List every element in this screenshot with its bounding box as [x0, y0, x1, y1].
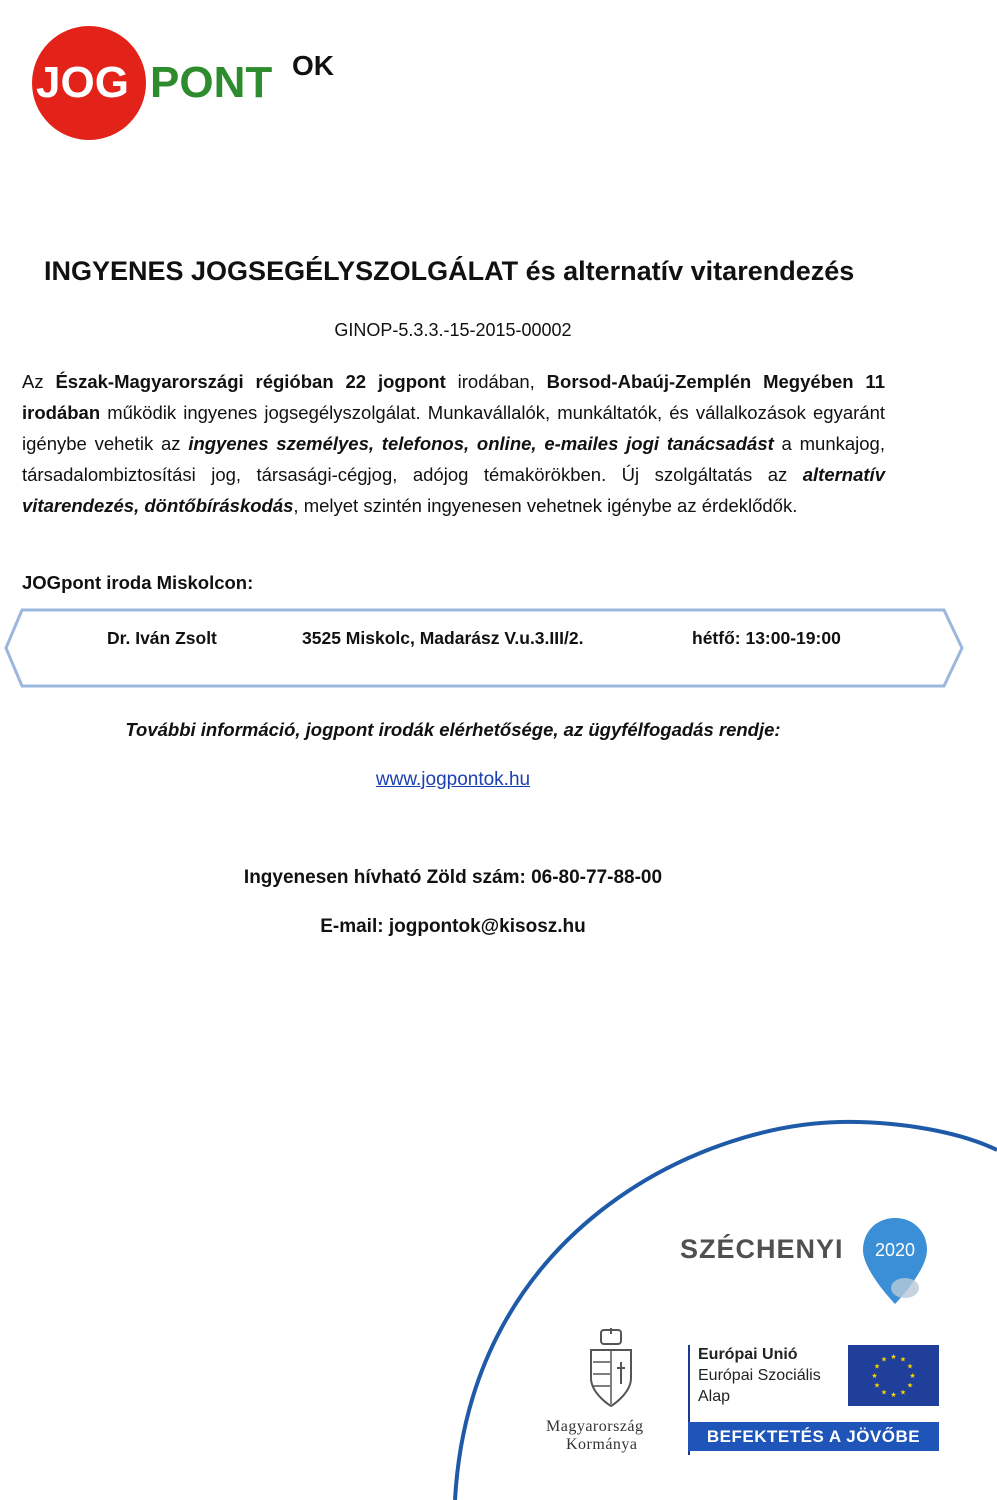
svg-text:★: ★: [906, 1362, 914, 1371]
svg-text:★: ★: [899, 1388, 907, 1397]
szechenyi-text: SZÉCHENYI: [680, 1234, 844, 1264]
szechenyi-pin-icon: [860, 1216, 930, 1306]
svg-text:★: ★: [873, 1362, 881, 1371]
svg-text:★: ★: [899, 1355, 907, 1364]
intro-paragraph: Az Észak-Magyarországi régióban 22 jogpont irodában, Borsod-Abaúj-Zemplén Megyében 11 irodában működik ingyenes jogsegélyszolgálat. Munkavállalók, munkáltatók, és vállalkozások egyaránt igénybe vehetik az ingyenes személyes, telefonos, online, e-mailes jogi tanácsadást a munkajog, társadalombiztosítási jog, társasági-cégjog, adójog témakörökben. Új szolgáltatás az alternatív vitarendezés, döntőbíráskodás, melyet szintén ingyenesen vehetnek igénybe az érdeklődők.: [22, 371, 885, 516]
eu-flag-icon: [848, 1345, 939, 1406]
project-code: GINOP-5.3.3.-15-2015-00002: [334, 320, 572, 340]
szechenyi-year: 2020: [874, 1240, 916, 1260]
eu-line1: Európai Unió: [698, 1346, 798, 1363]
invest-banner: BEFEKTETÉS A JÖVŐBE: [688, 1422, 939, 1451]
svg-text:★: ★: [890, 1391, 897, 1399]
logo-pont-text: PONT: [150, 58, 273, 107]
more-info-text: További információ, jogpont irodák elérhetősége, az ügyfélfogadás rendje:: [125, 719, 781, 740]
website-line: [0, 769, 906, 791]
phone-line: Ingyenesen hívható Zöld szám: 06-80-77-88-00: [243, 867, 663, 888]
svg-text:★: ★: [890, 1353, 897, 1361]
coat-of-arms-icon: [585, 1328, 637, 1410]
svg-text:★: ★: [871, 1372, 878, 1380]
office-heading: JOGpont iroda Miskolcon:: [22, 572, 254, 593]
svg-text:★: ★: [880, 1388, 888, 1397]
logo-jog-text: JOG: [36, 58, 129, 107]
office-lawyer-name: Dr. Iván Zsolt: [107, 628, 217, 648]
svg-text:★: ★: [909, 1372, 916, 1380]
government-line2: Kormánya: [566, 1436, 638, 1453]
svg-text:★: ★: [880, 1355, 888, 1364]
website-link[interactable]: www.jogpontok.hu: [375, 769, 531, 790]
office-address: 3525 Miskolc, Madarász V.u.3.III/2.: [302, 628, 584, 648]
svg-text:★: ★: [906, 1381, 914, 1390]
logo-ok-text: OK: [292, 50, 334, 81]
eu-line2: Európai Szociális: [698, 1367, 821, 1384]
page-title: INGYENES JOGSEGÉLYSZOLGÁLAT és alternatív vitarendezés: [44, 256, 855, 286]
email-line: E-mail: jogpontok@kisosz.hu: [320, 916, 586, 937]
office-hours: hétfő: 13:00-19:00: [692, 628, 841, 648]
svg-text:★: ★: [873, 1381, 881, 1390]
eu-line3: Alap: [698, 1388, 731, 1405]
government-line1: Magyarország: [546, 1418, 644, 1435]
